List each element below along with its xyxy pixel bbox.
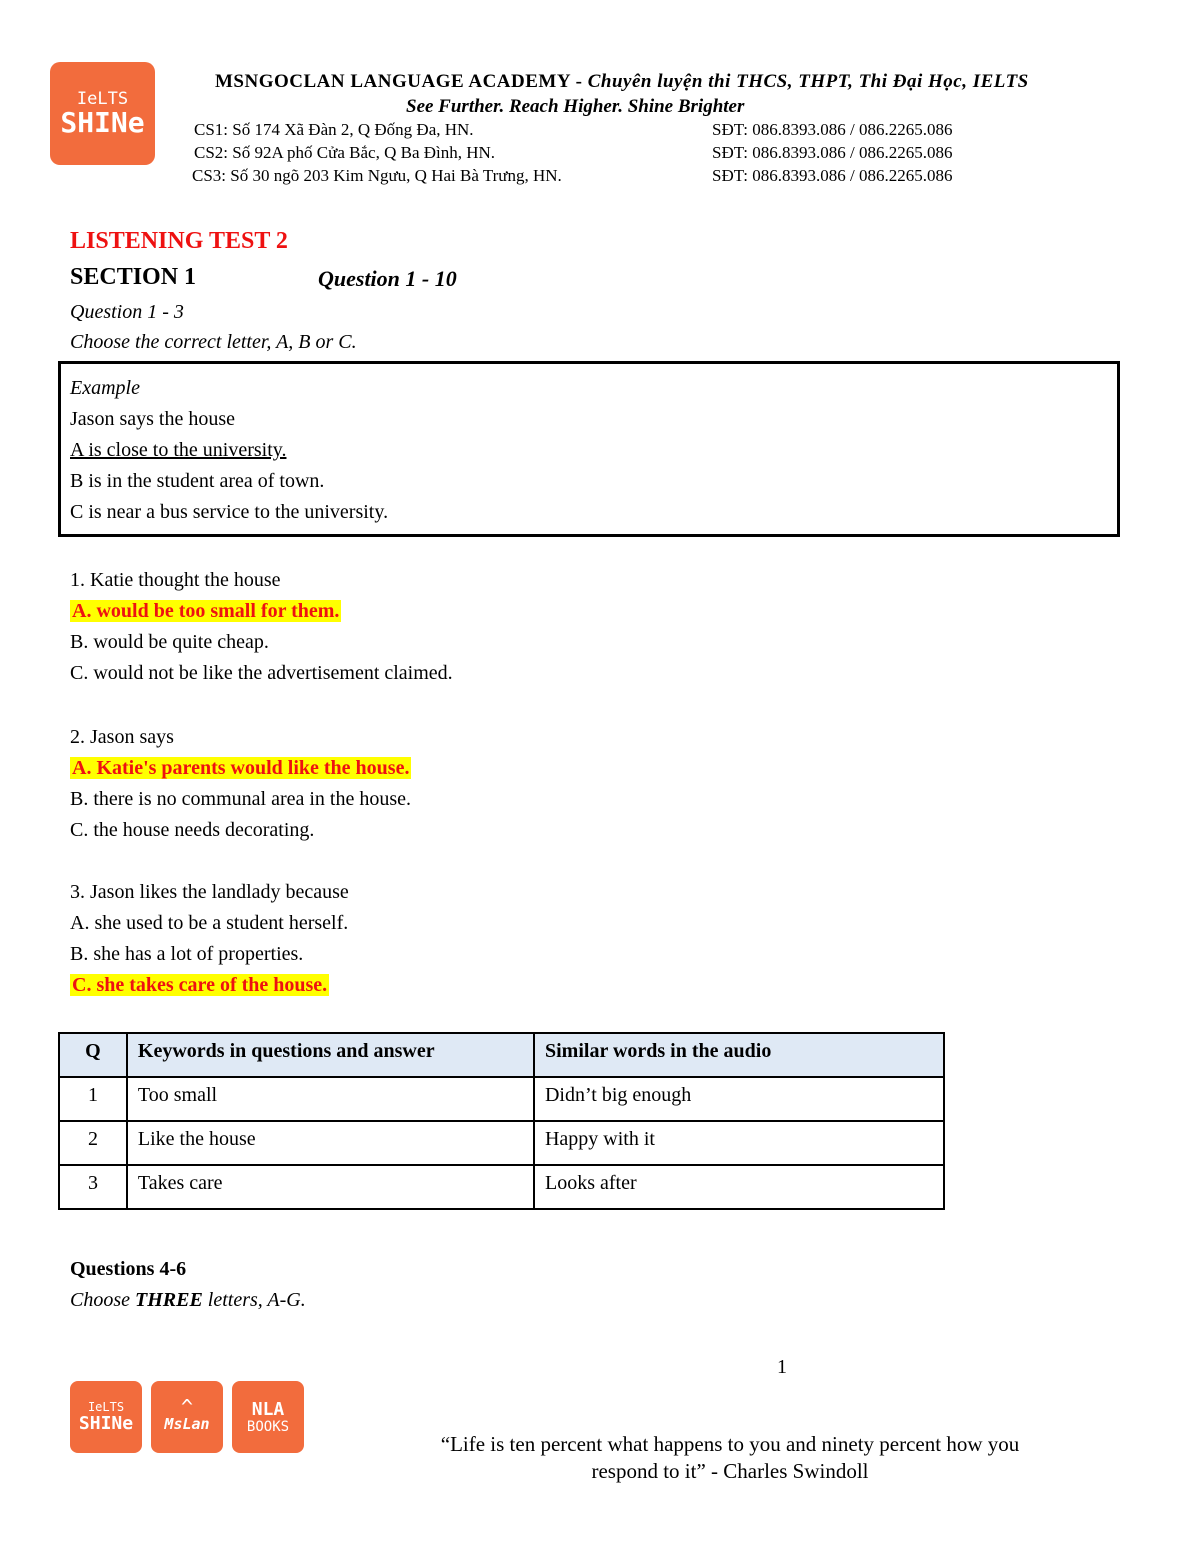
cell-q: 3 [59, 1165, 127, 1209]
instruction-pre: Choose [70, 1289, 135, 1311]
footer-quote [380, 1431, 1080, 1485]
example-label: Example [70, 377, 140, 399]
cell-keyword: Too small [127, 1077, 534, 1121]
example-box [58, 361, 1120, 537]
col-header-keywords: Keywords in questions and answer [127, 1033, 534, 1077]
question-2 [70, 722, 411, 846]
academy-separator: - [570, 71, 588, 92]
logo-house-icon: ^ [180, 1395, 194, 1419]
col-header-q: Q [59, 1033, 127, 1077]
logo-line1: IeLTS [87, 1400, 125, 1414]
logo-line2: SHINe [60, 105, 145, 139]
table-row [59, 1077, 944, 1121]
option-correct: A. would be too small for them. [72, 600, 340, 622]
section-question-range: Question 1 - 10 [318, 266, 457, 291]
cell-q: 2 [59, 1121, 127, 1165]
option: C. would not be like the advertisement claimed. [70, 662, 453, 684]
example-option-a: A is close to the university. [70, 439, 287, 461]
logo-line2: SHINe [78, 1413, 134, 1434]
section-title: SECTION 1 [70, 264, 197, 290]
cell-keyword: Takes care [127, 1165, 534, 1209]
option: C. the house needs decorating. [70, 819, 315, 841]
option: B. would be quite cheap. [70, 631, 269, 653]
logo-line1: IeLTS [76, 88, 129, 109]
keyword-table [58, 1032, 945, 1210]
option-correct: C. she takes care of the house. [72, 974, 328, 996]
table-row [59, 1165, 944, 1209]
branch-phone-3: SĐT: 086.8393.086 / 086.2265.086 [712, 166, 953, 185]
option-correct: A. Katie's parents would like the house. [72, 757, 410, 779]
example-stem: Jason says the house [70, 408, 235, 430]
col-header-similar: Similar words in the audio [534, 1033, 944, 1077]
group-instruction: Choose the correct letter, A, B or C. [70, 331, 357, 353]
branch-phone-2: SĐT: 086.8393.086 / 086.2265.086 [712, 143, 953, 162]
footer-logo-nla-books [232, 1381, 304, 1453]
cell-keyword: Like the house [127, 1121, 534, 1165]
question-1 [70, 565, 453, 689]
logo-line2: BOOKS [246, 1419, 290, 1435]
branch-phone-1: SĐT: 086.8393.086 / 086.2265.086 [712, 120, 953, 139]
question-stem: 3. Jason likes the landlady because [70, 881, 349, 903]
logo-line2: MsLan [164, 1415, 210, 1433]
example-option-b: B is in the student area of town. [70, 470, 325, 492]
example-option-c: C is near a bus service to the university. [70, 501, 389, 523]
academy-name: MSNGOCLAN LANGUAGE ACADEMY [215, 71, 571, 92]
footer-logo-ielts-shine [70, 1381, 142, 1453]
cell-q: 1 [59, 1077, 127, 1121]
question-3 [70, 877, 349, 1001]
cell-similar: Happy with it [534, 1121, 944, 1165]
quote-line2: respond to it” - Charles Swindoll [591, 1459, 869, 1483]
instruction-post: letters, A-G. [202, 1289, 306, 1311]
academy-tagline: Chuyên luyện thi THCS, THPT, Thi Đại Học, IELTS [587, 71, 1029, 92]
option: B. she has a lot of properties. [70, 943, 304, 965]
option: B. there is no communal area in the house. [70, 788, 412, 810]
cell-similar: Looks after [534, 1165, 944, 1209]
academy-heading [215, 71, 1029, 93]
group-label: Question 1 - 3 [70, 301, 184, 323]
cell-similar: Didn’t big enough [534, 1077, 944, 1121]
logo-line1: NLA [251, 1399, 285, 1420]
ielts-shine-logo [50, 62, 155, 165]
option: A. she used to be a student herself. [70, 912, 349, 934]
quote-line1: “Life is ten percent what happens to you and ninety percent how you [440, 1432, 1020, 1456]
branch-address-2: CS2: Số 92A phố Cửa Bắc, Q Ba Đình, HN. [194, 143, 496, 162]
test-title: LISTENING TEST 2 [70, 228, 288, 254]
instruction-bold: THREE [135, 1289, 203, 1311]
branch-address-3: CS3: Số 30 ngõ 203 Kim Ngưu, Q Hai Bà Trưng, HN. [192, 166, 562, 185]
slogan: See Further. Reach Higher. Shine Brighter [406, 96, 745, 117]
question-stem: 1. Katie thought the house [70, 569, 281, 591]
question-stem: 2. Jason says [70, 726, 174, 748]
footer-logo-mslan [151, 1381, 223, 1453]
group2-instruction [70, 1285, 306, 1316]
group2-label: Questions 4-6 [70, 1258, 187, 1280]
branch-address-1: CS1: Số 174 Xã Đàn 2, Q Đống Đa, HN. [194, 120, 474, 139]
page-number: 1 [777, 1356, 787, 1378]
table-row [59, 1121, 944, 1165]
